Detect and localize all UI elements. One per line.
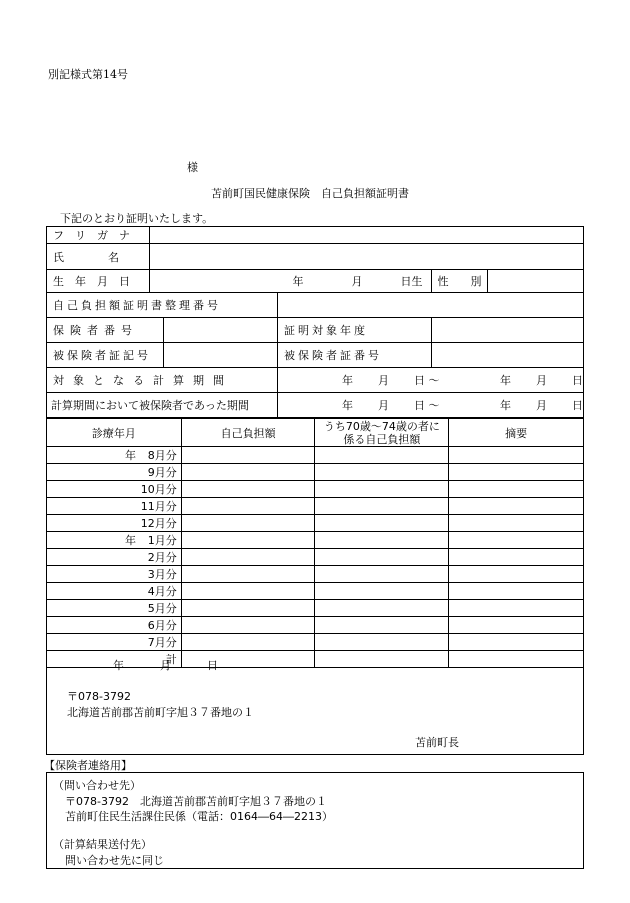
issue-postal: 〒078-3792: [67, 690, 131, 703]
table-row: [47, 583, 584, 600]
month-label: 10月分: [140, 483, 177, 496]
amount-cell[interactable]: [181, 617, 315, 634]
amount-cell[interactable]: [181, 583, 315, 600]
table-row: [47, 600, 584, 617]
remarks-cell[interactable]: [449, 617, 584, 634]
insured-period-label: 計算期間において被保険者であった期間: [47, 393, 278, 418]
month-cell: [47, 464, 182, 481]
remarks-cell[interactable]: [449, 447, 584, 464]
calc-period-label: 対象となる計算期間: [47, 368, 278, 393]
cert-number-value[interactable]: [277, 293, 583, 318]
info-table: [46, 226, 584, 418]
month-label: 6月分: [147, 619, 177, 632]
insured-period-value[interactable]: [277, 393, 583, 418]
remarks-cell[interactable]: [449, 583, 584, 600]
remarks-cell[interactable]: [449, 566, 584, 583]
monthly-table: [46, 418, 584, 668]
inquiry-dept: 苫前町住民生活課住民係（電話：0164―64―2213）: [65, 810, 333, 823]
calc-from-month: 月: [377, 374, 389, 387]
table-row: [47, 532, 584, 549]
calc-to-day: 日: [571, 374, 583, 387]
elderly-amount-cell[interactable]: [315, 549, 449, 566]
elderly-amount-cell[interactable]: [315, 447, 449, 464]
inquiry-label: （問い合わせ先）: [53, 779, 141, 792]
birth-year-mark: 年: [292, 275, 304, 288]
month-label: 3月分: [147, 568, 177, 581]
month-label: 9月分: [147, 466, 177, 479]
ins-to-year: 年: [499, 399, 511, 412]
insured-symbol-label: 被保険者証記号: [47, 343, 164, 368]
insurer-number-label: 保険者番号: [47, 318, 164, 343]
ins-from-day: 日 ～: [413, 399, 440, 412]
amount-cell[interactable]: [181, 464, 315, 481]
name-value[interactable]: [150, 244, 584, 270]
insured-number-value[interactable]: [431, 343, 583, 368]
elderly-amount-cell[interactable]: [315, 600, 449, 617]
sex-label: 性 別: [431, 270, 488, 293]
month-cell: [47, 498, 182, 515]
send-value: 問い合わせ先に同じ: [65, 854, 164, 867]
month-label: 計: [165, 653, 177, 666]
birthdate-label: 生 年 月 日: [47, 270, 150, 293]
table-row: [47, 498, 584, 515]
document-title: 苫前町国民健康保険 自己負担額証明書: [211, 187, 409, 200]
amount-cell[interactable]: [181, 600, 315, 617]
table-row: [47, 617, 584, 634]
amount-cell[interactable]: [181, 498, 315, 515]
table-row: [47, 464, 584, 481]
ins-from-month: 月: [377, 399, 389, 412]
month-cell: [47, 532, 182, 549]
table-row: [47, 549, 584, 566]
month-label: 1月分: [147, 534, 177, 547]
cert-number-label: 自己負担額証明書整理番号: [47, 293, 278, 318]
elderly-amount-cell[interactable]: [315, 515, 449, 532]
calc-from-year: 年: [341, 374, 353, 387]
issue-block: [46, 648, 584, 755]
table-row: [47, 481, 584, 498]
amount-cell[interactable]: [181, 549, 315, 566]
inquiry-address: 〒078-3792 北海道苫前郡苫前町字旭３７番地の１: [65, 795, 327, 808]
header-elderly-line1: うち70歳～74歳の者に: [323, 419, 440, 433]
insured-number-label: 被保険者証番号: [277, 343, 431, 368]
month-cell: [47, 566, 182, 583]
amount-cell[interactable]: [181, 566, 315, 583]
remarks-cell[interactable]: [449, 498, 584, 515]
remarks-cell[interactable]: [449, 515, 584, 532]
amount-cell[interactable]: [181, 515, 315, 532]
month-label: 11月分: [140, 500, 177, 513]
remarks-cell[interactable]: [449, 481, 584, 498]
header-elderly-amount: [315, 419, 449, 447]
month-cell: [47, 447, 182, 464]
month-label: 4月分: [147, 585, 177, 598]
calc-from-day: 日 ～: [413, 374, 440, 387]
elderly-amount-cell[interactable]: [315, 498, 449, 515]
table-row: [47, 566, 584, 583]
elderly-amount-cell[interactable]: [315, 532, 449, 549]
cert-year-label: 証明対象年度: [277, 318, 431, 343]
birthdate-value[interactable]: [150, 270, 431, 293]
name-label: 氏 名: [47, 244, 150, 270]
issue-day-mark: 日: [207, 659, 218, 672]
furigana-label: フ リ ガ ナ: [47, 227, 150, 244]
remarks-cell[interactable]: [449, 532, 584, 549]
contact-box: [46, 772, 584, 869]
issue-signer: 苫前町長: [415, 736, 459, 749]
amount-cell[interactable]: [181, 447, 315, 464]
intro-text: 下記のとおり証明いたします。: [60, 212, 214, 225]
calc-to-month: 月: [535, 374, 547, 387]
month-label: 12月分: [140, 517, 177, 530]
calc-period-value[interactable]: [277, 368, 583, 393]
month-cell: [47, 617, 182, 634]
month-label: 7月分: [147, 636, 177, 649]
calc-to-year: 年: [499, 374, 511, 387]
form-number: 別記様式第14号: [48, 68, 128, 81]
birth-day-mark: 日生: [400, 275, 423, 288]
furigana-value[interactable]: [150, 227, 584, 244]
addressee-suffix: 様: [187, 161, 198, 174]
header-remarks: 摘要: [449, 419, 584, 447]
elderly-amount-cell[interactable]: [315, 464, 449, 481]
sex-value[interactable]: [488, 270, 584, 293]
issue-address: 北海道苫前郡苫前町字旭３７番地の１: [67, 706, 254, 719]
month-cell: [47, 549, 182, 566]
birth-month-mark: 月: [351, 275, 363, 288]
contact-heading: 【保険者連絡用】: [44, 759, 132, 772]
send-label: （計算結果送付先）: [53, 838, 152, 851]
month-cell: [47, 515, 182, 532]
ins-from-year: 年: [341, 399, 353, 412]
month-cell: [47, 481, 182, 498]
ins-to-month: 月: [535, 399, 547, 412]
header-amount: 自己負担額: [181, 419, 315, 447]
elderly-amount-cell[interactable]: [315, 481, 449, 498]
header-elderly-line2: 係る自己負担額: [343, 432, 421, 446]
elderly-amount-cell[interactable]: [315, 617, 449, 634]
month-cell: [47, 583, 182, 600]
month-label: 5月分: [147, 602, 177, 615]
issue-month-mark: 月: [160, 659, 171, 672]
insurer-number-value[interactable]: [163, 318, 277, 343]
month-label: 2月分: [147, 551, 177, 564]
remarks-cell[interactable]: [449, 600, 584, 617]
insured-symbol-value[interactable]: [163, 343, 277, 368]
elderly-amount-cell[interactable]: [315, 566, 449, 583]
amount-cell[interactable]: [181, 481, 315, 498]
table-row: [47, 447, 584, 464]
header-month: 診療年月: [47, 419, 182, 447]
remarks-cell[interactable]: [449, 464, 584, 481]
ins-to-day: 日: [571, 399, 583, 412]
issue-year-mark: 年: [113, 659, 124, 672]
year-mark: 年: [125, 534, 136, 547]
remarks-cell[interactable]: [449, 549, 584, 566]
year-mark: 年: [125, 449, 136, 462]
cert-year-value[interactable]: [431, 318, 583, 343]
elderly-amount-cell[interactable]: [315, 583, 449, 600]
table-row: [47, 515, 584, 532]
month-label: 8月分: [147, 449, 177, 462]
month-cell: [47, 600, 182, 617]
amount-cell[interactable]: [181, 532, 315, 549]
